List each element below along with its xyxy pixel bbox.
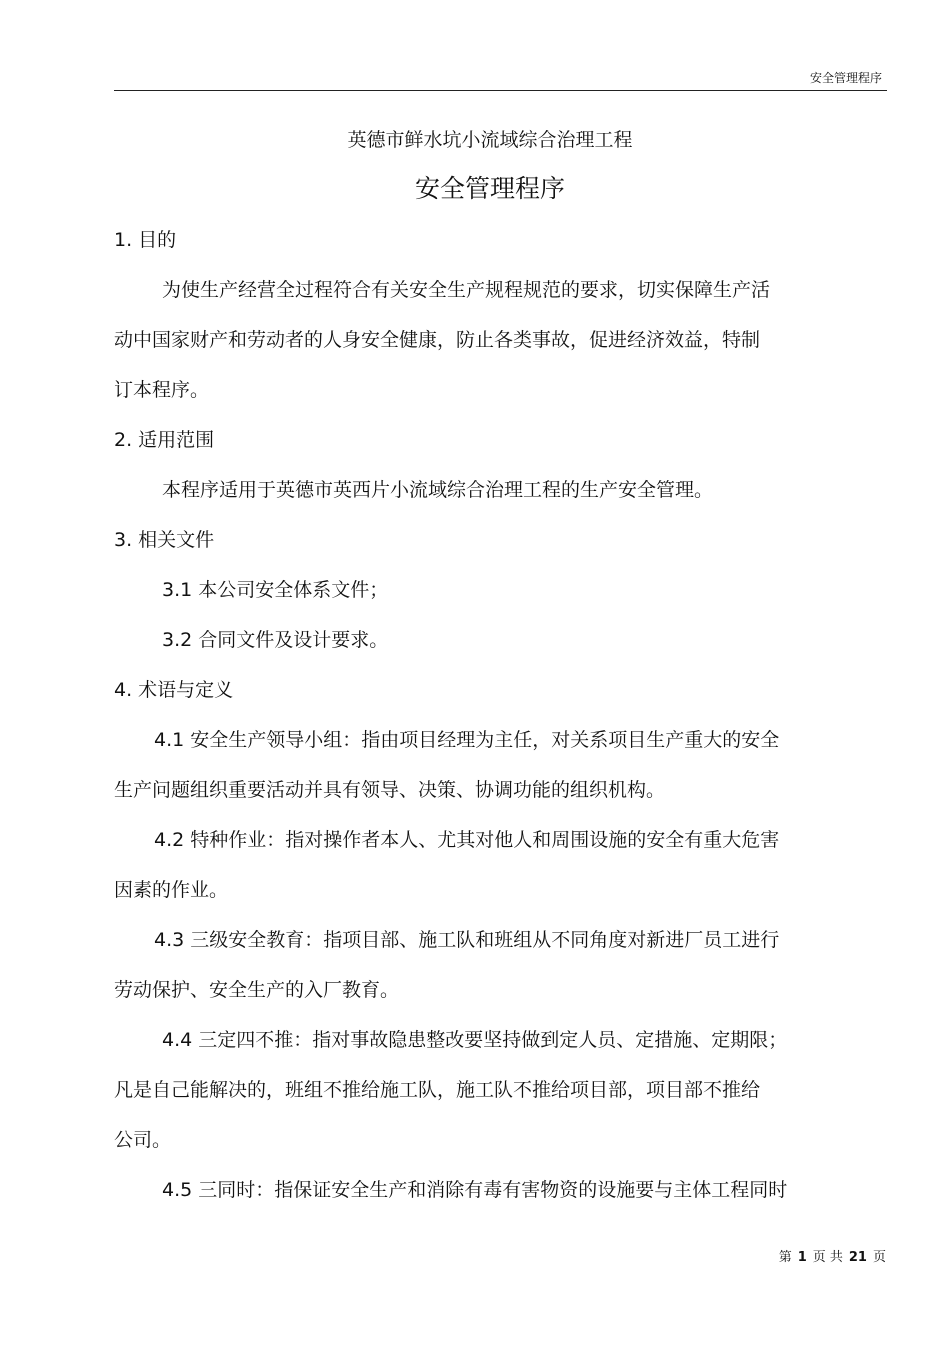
section-heading-terms: 4. 术语与定义 xyxy=(114,679,234,701)
paragraph-line: 本程序适用于英德市英西片小流域综合治理工程的生产安全管理。 xyxy=(162,479,714,501)
paragraph-line: 为使生产经营全过程符合有关安全生产规程规范的要求，切实保障生产活 xyxy=(162,279,771,301)
definition-line: 4.2 特种作业：指对操作者本人、尤其对他人和周围设施的安全有重大危害 xyxy=(154,829,780,851)
section-heading-scope: 2. 适用范围 xyxy=(114,429,215,451)
definition-line: 4.5 三同时：指保证安全生产和消除有毒有害物资的设施要与主体工程同时 xyxy=(162,1179,788,1201)
project-title: 英德市鲜水坑小流域综合治理工程 xyxy=(347,129,633,151)
definition-line: 凡是自己能解决的，班组不推给施工队，施工队不推给项目部，项目部不推给 xyxy=(114,1079,761,1101)
definition-line: 4.4 三定四不推：指对事故隐患整改要坚持做到定人员、定措施、定期限； xyxy=(162,1029,788,1051)
section-heading-related-documents: 3. 相关文件 xyxy=(114,529,215,551)
footer-total-pages: 21 xyxy=(848,1250,867,1265)
footer-page-number: 1 xyxy=(797,1250,807,1265)
list-item: 3.1 本公司安全体系文件； xyxy=(162,579,389,601)
footer-suffix: 页 xyxy=(872,1250,886,1265)
footer-middle: 页 共 xyxy=(812,1250,843,1265)
definition-line: 4.1 安全生产领导小组：指由项目经理为主任，对关系项目生产重大的安全 xyxy=(154,729,780,751)
definition-line: 公司。 xyxy=(114,1129,172,1151)
definition-line: 因素的作业。 xyxy=(114,879,229,901)
definition-line: 生产问题组织重要活动并具有领导、决策、协调功能的组织机构。 xyxy=(114,779,666,801)
paragraph-line: 订本程序。 xyxy=(114,379,210,401)
list-item: 3.2 合同文件及设计要求。 xyxy=(162,629,389,651)
document-title: 安全管理程序 xyxy=(414,174,565,203)
page-footer xyxy=(779,1249,886,1267)
section-heading-purpose: 1. 目的 xyxy=(114,229,177,251)
document-body xyxy=(114,0,854,1210)
footer-prefix: 第 xyxy=(778,1250,792,1265)
definition-line: 劳动保护、安全生产的入厂教育。 xyxy=(114,979,400,1001)
header-title: 安全管理程序 xyxy=(809,71,882,85)
paragraph-line: 动中国家财产和劳动者的人身安全健康，防止各类事故，促进经济效益，特制 xyxy=(114,329,761,351)
definition-line: 4.3 三级安全教育：指项目部、施工队和班组从不同角度对新进厂员工进行 xyxy=(154,929,780,951)
